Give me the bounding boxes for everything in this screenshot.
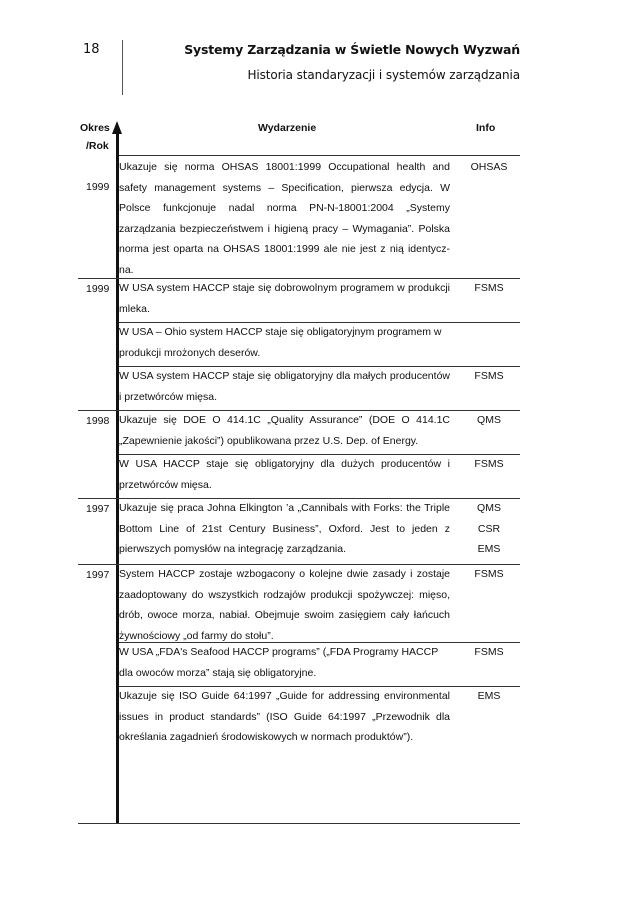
row-info: FSMS [474,458,504,470]
table-bottom-rule [78,823,520,824]
table-row [78,642,520,686]
column-header-event: Wydarzenie [258,122,317,134]
row-text: W USA – Ohio system HACCP staje się obligatoryjnym programem w produkcji mrożonych deserów. [119,326,442,359]
row-year: 1997 [86,569,110,581]
row-year: 1997 [86,503,110,515]
row-year: 1999 [86,283,110,295]
column-header-period: Okres [80,122,110,134]
row-text: W USA system HACCP staje się dobrowolnym programem w produkcji mleka. [119,282,450,315]
row-info: QMS [477,414,501,426]
row-text: Ukazuje się norma OHSAS 18001:1999 Occupational health and safety management systems – Specification, pierwsza edycja. W Polsce funkcjonuje nadal norma PN-N-18001:2004 „Systemy zarządzania bezpieczeństwem i higieną pracy – Wymagania”. Polska norma jest oparta na OHSAS 18001:1999 ale nie jest z nią identycz-na. [119,161,450,276]
row-year: 1999 [86,181,110,193]
row-info: EMS [477,690,501,702]
row-divider [119,155,520,156]
table-row [78,410,520,454]
table-row [78,155,520,279]
table-row [78,454,520,498]
column-header-info: Info [476,122,496,134]
row-text: Ukazuje się praca Johna Elkington ’a „Cannibals with Forks: the Triple Bottom Line of 21st Century Business”, Oxford. Jest to jeden z pierwszych pomysłów na integrację zarządzania. [119,502,450,556]
table-row [78,278,520,322]
header-divider [122,40,123,95]
row-text: W USA system HACCP staje się obligatoryjny dla małych producentów i przetwórców mięsa. [119,370,450,403]
row-info: FSMS [474,568,504,580]
row-text: W USA HACCP staje się obligatoryjny dla dużych producentów i przetwórców mięsa. [119,458,450,491]
header-title: Systemy Zarządzania w Świetle Nowych Wyzwań [184,42,520,57]
row-text: System HACCP zostaje wzbogacony o kolejne dwie zasady i zostaje zaadoptowany do wszystkich rodzajów produkcji spożywczej: mięso, drób, owoce morza, nabiał. Obejmuje swoim zasięgiem cały łańcuch żywnościowy „od farmy do stołu”. [119,568,450,642]
row-year: 1998 [86,415,110,427]
table-row [78,366,520,410]
page-number: 18 [83,42,100,57]
row-info: QMS CSR EMS [477,502,501,556]
table-row [78,564,520,650]
row-info: OHSAS [470,161,508,173]
row-text: Ukazuje się ISO Guide 64:1997 „Guide for addressing environmental issues in product standards” (ISO Guide 64:1997 „Przewodnik dla określania zagadnień środowiskowych w normach produktów”). [119,690,450,744]
row-info: FSMS [474,282,504,294]
table-row [78,498,520,564]
table-row [78,686,520,752]
table-row [78,322,520,366]
row-text: W USA „FDA's Seafood HACCP programs” („FDA Programy HACCP dla owoców morza” stają się obligatoryjne. [119,646,439,679]
row-text: Ukazuje się DOE O 414.1C „Quality Assurance” (DOE O 414.1C „Zapewnienie jakości”) opublikowana przez U.S. Dep. of Energy. [119,414,450,447]
column-header-period-sub: /Rok [86,140,109,152]
row-info: FSMS [474,370,504,382]
header-subtitle: Historia standaryzacji i systemów zarządzania [247,68,520,82]
row-info: FSMS [474,646,504,658]
